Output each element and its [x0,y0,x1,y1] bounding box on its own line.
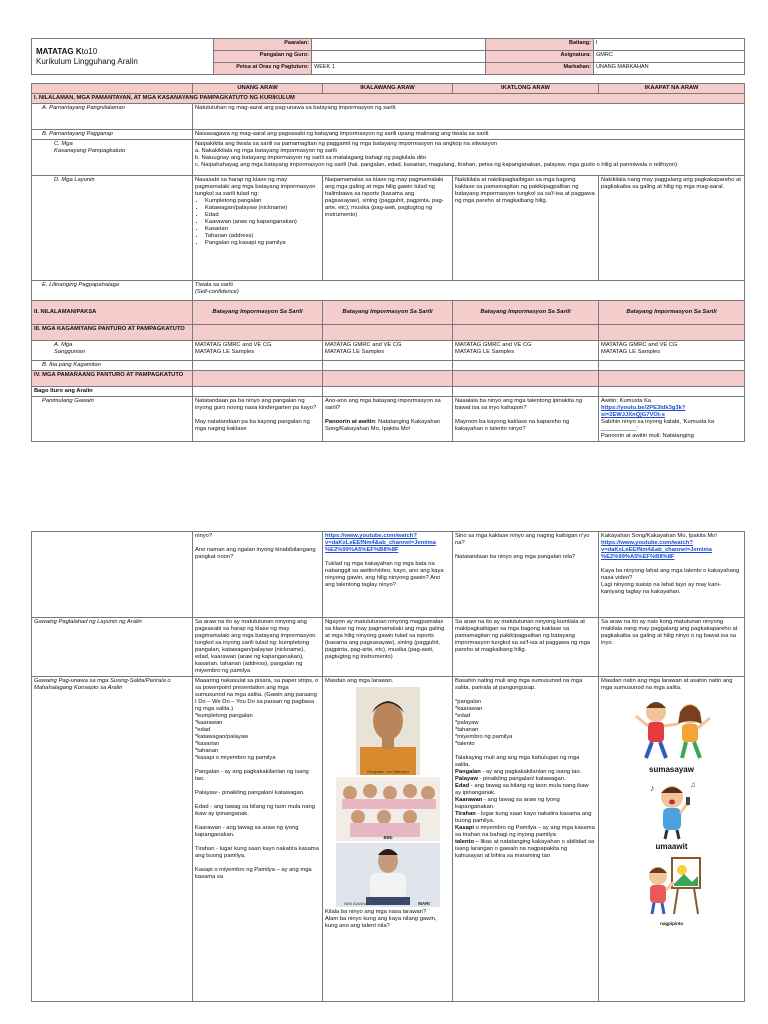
header-table [31,38,745,75]
layunin-day-4: Nakikilala nang may paggalang ang pagkakapareho at pagkakaiba sa galing at hilig ng mga mag-aaral. [599,176,745,281]
pamantayang-pagganap-label: B. Pamantayang Pagganap [32,130,193,140]
baitang-value: I [594,39,745,51]
list-item: • Pangalan ng kasapi ng pamilya [205,240,320,247]
sanggunian-day-2: MATATAG GMRC and VE CG MATATAG LE Samples [323,341,453,361]
sumasayaw-caption: sumasayaw [649,765,694,774]
topic-day-4: Batayang Impormasyon Sa Sarili [599,301,745,325]
asignatura-label: Asignatura: [486,51,594,63]
day-3-header: IKATLONG ARAW [453,84,599,94]
markahan-label: Markahan: [486,63,594,75]
panimula-day-1-cont: ninyo? Ano naman ang ngalan inyong kinabibilangang pangkat noon? [193,532,323,618]
pag-unawa-day-4: Masdan natin ang mga larawan at asahin natin ang mga sumusunod na mga salita. sumasayaw ♪ ♫ umaawit nagpipinta [599,677,745,1002]
pamantayang-pangnilalaman-text: Natututuhan ng mag-aaral ang pag-unawa sa batayang impormasyon ng sarili. [193,104,745,130]
definition-item: Pangalan - ay ang pagkakakilanlan ng isang tao. [455,769,582,775]
topic-day-3: Batayang Impormasyon Sa Sarili [453,301,599,325]
list-item: • Kumpletong pangalan [205,198,320,205]
man-portrait-photo [356,687,420,775]
dancing-kids-illustration [630,694,714,764]
document-title: MATATAG Kto10 Kurikulum Lingguhang Aralin [32,39,214,75]
list-item: • Tahanan (address) [205,233,320,240]
kakayahan-video-link[interactable]: https://www.youtube.com/watch?v=daKxLeEEfNm4&ab_channel=Jemima %E2%99%A5%EF%B8%8F [325,533,436,553]
photo-caption-3: BINI AIANNA [343,901,368,906]
svg-text:♪: ♪ [649,783,654,793]
list-item: • Edad [205,212,320,219]
panimula-day-2: Ano-ano ang mga batayang impormasyon sa sarili? Panoorin at awitin: Natatanging Kakayahan Song/Kakayahan Mo, Ipakita Mo! [323,397,453,442]
petsa-label: Petsa at Oras ng Pagtuturo: [214,63,312,75]
paglalahad-day-4: Sa araw na ito ay nais kong matutunan ninyong makilala nang may paggalang ang pagkakapareho at pagkakaiba sa galing at hilig ninyo o ng bawat isa sa inyo. [599,618,745,677]
group-photo [336,777,440,841]
lesson-page-1 [31,38,744,442]
lesson-page-2 [31,531,744,1002]
photo-caption-4: MARI [417,901,430,906]
umaawit-caption: umaawit [655,842,688,851]
section-1-title: I. NILALAMAN, MGA PAMANTAYAN, AT MGA KASANAYANG PAMPAGKATUTO NG KURIKULUM [32,94,745,104]
mga-layunin-label: D. Mga Layunin [32,176,193,281]
paglalahad-day-3: Sa araw na ito ay matututunan ninyong kumilala at makipagkaibigan sa mga bagong kaklase sa pamamagitan ng pakikipagpalitan ng batayang impormasyon tungkol sa sa'f-isa at paggawa ng mga pareho at magkaibang hilig. [453,618,599,677]
day-4-header: IKAAPAT NA ARAW [599,84,745,94]
section-3-title: III. MGA KAGAMITANG PANTURO AT PAMPAGKATUTO [32,325,193,341]
bago-ituro-label: Bago Ituro ang Aralin [32,387,193,397]
panimula-day-2-cont: https://www.youtube.com/watch?v=daKxLeEEfNm4&ab_channel=Jemima %E2%99%A5%EF%B8%8F Tuklad ng mga kakayahan ng mga bata na nabanggit sa awitin/video, kayo, ano ang kaya ninyong gawin, ang hilig ninyong gawin? Ano ang talentong taglay ninyo? [323,532,453,618]
kasanayang-pampagkatuto-text: Naipakikita ang tiwala sa sarili sa pamamagitan ng paggamit ng mga batayang impormasyon na angkop na sitwasyon a. Nakakikilala ng mga batayang impormasyon ng sarili b. Naiuugnay ang batayang impormasyon ng sarili sa matalagang bahagi ng pagkilala dito c. Naipahahayag ang mga batayang impormasyon ng sarili (hal. pangalan, edad, kasarian, magulang, tirahan, petsa ng kapanganakan, palayaw, mga gusto o hilig at paniniwala o relihiyon) [193,140,745,176]
iba-pang-kagamitan-label: B. Iba pang Kagamitan [32,361,193,371]
lesson-table-page-2 [31,531,745,1002]
crouching-person-photo [336,843,440,907]
kasanayang-pampagkatuto-label: C. Mga Kasanayang Pampagkatuto [32,140,193,176]
document-subtitle: Kurikulum Lingguhang Aralin [36,56,138,66]
guro-label: Pangalan ng Guro: [214,51,312,63]
pag-unawa-susing-salita-label: Gawaing Pag-unawa sa mga Susing-Salita/Parirala o Mahahalagang Konsepto sa Aralin [32,677,193,1002]
panimula-day-4-cont: Kakayahan Song/Kakayahan Mo, Ipakita Mo! https://www.youtube.com/watch?v=daKxLeEEfNm4&ab_channel=Jemima %E2%99%A5%EF%B8%8F Kaya ba ninyong lahat ang mga talento o kakayahang nasa video? Lagi ninyong isaisip na lahat tayo ay may kani-kaniyang taglay na kakayahan. [599,532,745,618]
section-4-title: IV. MGA PAMARAANG PANTURO AT PAMPAGKATUTO [32,371,193,387]
paglalahad-day-1: Sa araw na ito ay matututunan ninyong ang pagsasabi sa harap ng klase ng may pagmamalaki ang mga batayang impormasyon tungkol sa inyong sarili tulad ng: kumpletong pangalan, katawagan/palayaw (nickname), edad, kaarawan (araw ng kapanganakan), kasarian, tahanan (address), pangalan ng miyembro ng pamilya [193,618,323,677]
definition-item: Kaarawan - ang tawag sa araw ng iyong kapanganakan. [455,797,560,810]
pag-unawa-day-1: Maaaring nakasulat sa pisara, sa paper strips, o sa powerpoint presentation ang mga sumusunod na mga salita. (Gawin ang paraang I Do – We Do – You Do sa paraan ng pagbasa ng mga salita.) *kumpletong pangalan *kaarawan *edad *katawagan/palayaw *kasarian *tahanan *kasapi o miyembro ng pamilya Pangalan - ay ang pagkakakilanlan ng isang tao. Palayaw - pinaikling pangalan/ katawagan. Edad - ang tawag sa bilang ng taon mula nang ikaw ay ipinanganak. Kaarawan - ang tawag sa araw ng iyong kapanganakan. Tirahan - lugar kung saan kayo nakatira kasama ang buong pamilya. Kasapi o miyembro ng Pamilya – ay ang mga kasama sa [193,677,323,1002]
list-item: • Katawagan/palayaw (nickname) [205,205,320,212]
definition-item: Kasapi o miyembro ng Pamilya – ay ang mga kasama sa tirahan na bahagi ng inyong pamilya [455,825,595,838]
layunin-day-2: Naipamamalas sa klase ng may pagmamalaki ang mga galing at mga hilig gawin tulad ng halimbawa sa isports (kasama ang pagsasayaw), sining (pagguhit, pagpinta, pag-arte, etc), musika (pag-awit, pagtugtog ng instrumento) [323,176,453,281]
list-item: • Kasarian [205,226,320,233]
photo-caption-2: BINI [383,835,392,840]
layunin-day-1: Nasasabi sa harap ng klase ng may pagmamalaki ang mga batayang impormasyon tungkol sa sarili tulad ng: • Kumpletong pangalan • Katawagan/palayaw (nickname) • Edad • Kaarawan (araw ng kapanganakan) • Kasarian • Tahanan (address) • Pangalan ng kasapi ng pamilya [193,176,323,281]
definition-item: Palayaw - pinaikling pangalan/ katawagan. [455,776,566,782]
paglalahad-layunin-label: Gawaing Paglalahad ng Layunin ng Aralin [32,618,193,677]
pag-unawa-day-2: Masdan ang mga larawan. Pangalan: Jun Marquez BINI BINI AIANNA MARI Kilala ba ninyo ang mga nasa larawan? Alam ba ninyo kung ang kaya nilang gawin, kung ano ang talent nila? [323,677,453,1002]
sanggunian-label: A. Mga Sanggunian [32,341,193,361]
photo-caption-1: Pangalan: Jun Marquez [366,769,409,774]
panimula-day-4: Awitin: Kumusta Ka https://youtu.be/2PE3Idk3g3k?si=2EWJJXnQjG7VOt-s Sabihin ninyo sa inyong katabi, 'Kumusta ka ___________' Panoorin at awitin muli: Natatanging [599,397,745,442]
day-2-header: IKALAWANG ARAW [323,84,453,94]
panimulang-gawain-label: Panimulang Gawain [32,397,193,442]
panimula-day-3-cont: Sino sa mga kaklase ninyo ang naging kaibigan n'yo na? Natatandaan ba ninyo ang mga pangalan nila? [453,532,599,618]
svg-text:♫: ♫ [689,780,696,789]
lilinanging-pagpapahalaga-text: Tiwala sa sarili (Self-confidence) [193,281,745,301]
panimula-day-1: Natatandaan pa ba ninyo ang pangalan ng inyong guro noong nasa kindergarten pa kayo? May natatandaan pa ba kayong pangalan ng mga naging kaklase [193,397,323,442]
lilinanging-pagpapahalaga-label: E. Lilinanging Pagpapahalaga [32,281,193,301]
sanggunian-day-3: MATATAG GMRC and VE CG MATATAG LE Samples [453,341,599,361]
paglalahad-day-2: Ngayon ay matututunan ninyong magpamalas sa klase ng may pagmamalaki ang mga galing at mga hilig ninyong gawin tulad sa isports (kasama ang pagsasayaw), sining (pagguhit, pagpinta, pag-arte, etc), musika (pag-awit, pagtugtog ng instrumento) [323,618,453,677]
paaralan-label: Paaralan: [214,39,312,51]
baitang-label: Baitang: [486,39,594,51]
singing-child-illustration [642,775,702,841]
sanggunian-day-1: MATATAG GMRC and VE CG MATATAG LE Samples [193,341,323,361]
topic-day-2: Batayang Impormasyon Sa Sarili [323,301,453,325]
section-2-title: II. NILALAMAN/PAKSA [32,301,193,325]
guro-value [312,51,486,63]
definition-item: talento – likas at natatanging kakayahan o abilidad sa isang larangan o gawain na nagpapakita ng kahusayan at bihira sa maraming tao [455,839,595,859]
layunin-list [195,198,320,247]
day-1-header: UNANG ARAW [193,84,323,94]
paaralan-value [312,39,486,51]
asignatura-value: GMRC [594,51,745,63]
topic-day-1: Batayang Impormasyon Sa Sarili [193,301,323,325]
painting-child-illustration [640,852,704,918]
nagpipinta-caption: nagpipinta [660,921,683,926]
definition-item: Edad - ang tawag sa bilang ng taon mula nang ikaw ay ipinanganak. [455,783,589,796]
layunin-day-3: Nakikilala at nakikipagkaibigan sa mga bagong kaklase sa pamamagitan ng pakikipagpalitan ng batayang impormasyon tungkol sa sa'f-isa at paggawa ng mga pareho at magkaibang hilig. [453,176,599,281]
definition-item: Tirahan - lugar kung saan kayo nakatira kasama ang buong pamilya. [455,811,592,824]
list-item: • Kaarawan (araw ng kapanganakan) [205,219,320,226]
pag-unawa-day-3: Basahin nating muli ang mga sumusunod na mga salita, parirala at pangungusap. *pangalan *kaarawan *edad *palayaw *tahanan *miyembro ng pamilya *talento Talakaying muli ang ang mga kahulugan ng mga salita. Pangalan - ay ang pagkakakilanlan ng isang tao. Palayaw - pinaikling pangalan/ katawagan. Edad - ang tawag sa bilang ng taon mula nang ikaw ay ipinanganak. Kaarawan - ang tawag sa araw ng iyong kapanganakan. Tirahan - lugar kung saan kayo nakatira kasama ang buong pamilya. Kasapi o miyembro ng Pamilya – ay ang mga kasama sa tirahan na bahagi ng inyong pamilya talento – likas at natatanging kakayahan o abilidad sa isang larangan o gawain na nagpapakita ng kahusayan at bihira sa maraming tao [453,677,599,1002]
panimula-day-3: Naaalala ba ninyo ang mga talentong ipinakita ng bawat isa sa inyo kahapon? Mayroon ba kayong kaklase na kapareho ng kakayahan o talento ninyo? [453,397,599,442]
petsa-value: WEEK 1 [312,63,486,75]
markahan-value: UNANG MARKAHAN [594,63,745,75]
lesson-table-page-1 [31,83,745,442]
kakayahan-video-link-2[interactable]: https://www.youtube.com/watch?v=daKxLeEEfNm4&ab_channel=Jemima %E2%99%A5%EF%B8%8F [601,540,712,560]
kumusta-ka-video-link[interactable]: https://youtu.be/2PE3Idk3g3k?si=2EWJJXnQjG7VOt-s [601,405,686,418]
pamantayang-pangnilalaman-label: A. Pamantayang Pangnilalaman [32,104,193,130]
pamantayang-pagganap-text: Naisasagawa ng mag-aaral ang pagsasabi ng batayang impormasyon ng sarili upang malinang ang tiwala sa sarili. [193,130,745,140]
sanggunian-day-4: MATATAG GMRC and VE CG MATATAG LE Samples [599,341,745,361]
